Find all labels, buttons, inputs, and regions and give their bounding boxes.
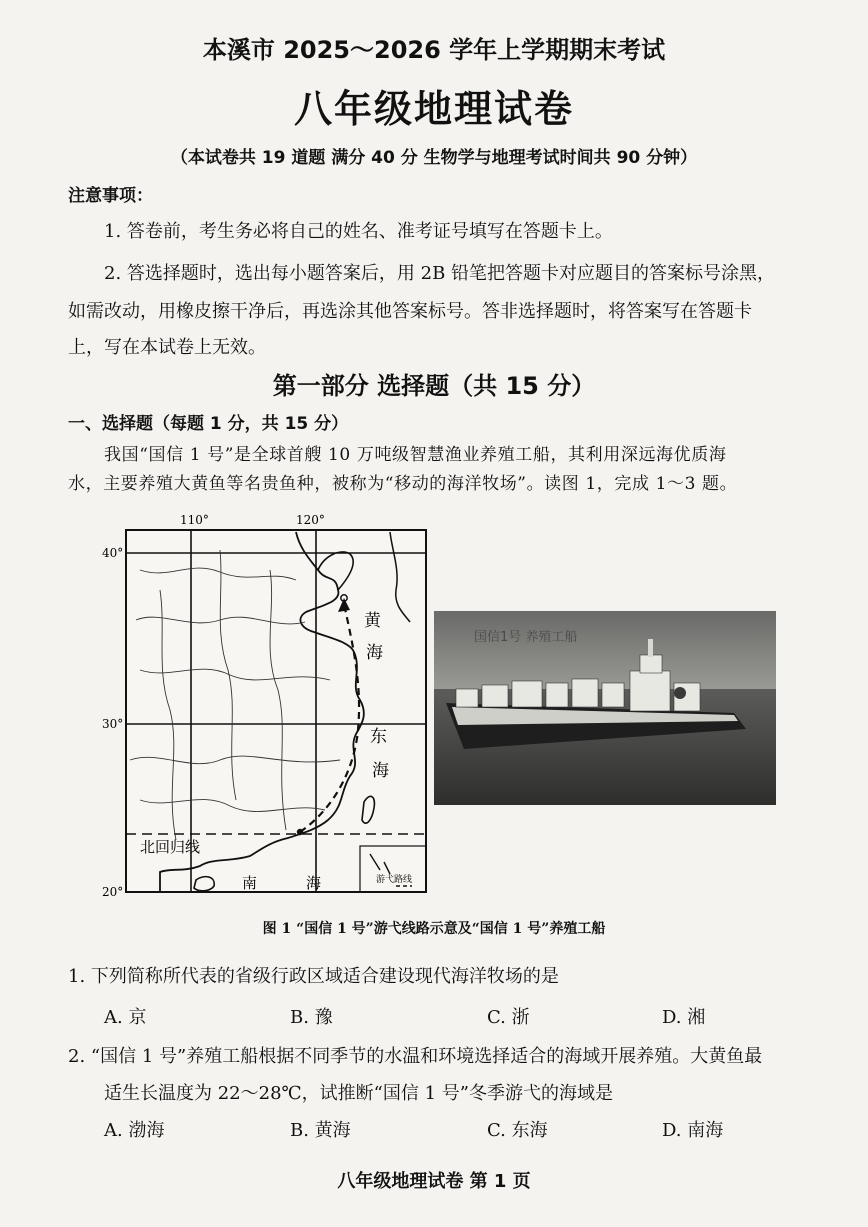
lat-20-label: 20° (102, 885, 124, 899)
ship-photo (434, 611, 776, 805)
question-1-option-c[interactable]: C. 浙 (487, 1007, 530, 1028)
notes-heading: 注意事项： (68, 186, 153, 206)
question-2-stem-line-1: 2. “国信 1 号”养殖工船根据不同季节的水温和环境选择适合的海域开展养殖。大黄鱼最 (68, 1046, 763, 1067)
photo-sky (434, 611, 776, 691)
ship-mast (648, 639, 653, 657)
east-sea-label-1: 东 (370, 727, 387, 747)
exam-title: 本溪市 2025～2026 学年上学期期末考试 (202, 36, 666, 64)
lat-30-label: 30° (102, 717, 124, 731)
question-1-option-d[interactable]: D. 湘 (662, 1007, 706, 1028)
ship-logo (674, 687, 686, 699)
question-1-stem: 1. 下列简称所代表的省级行政区域适合建设现代海洋牧场的是 (68, 966, 559, 987)
question-2-option-d[interactable]: D. 南海 (662, 1120, 724, 1141)
tropic-label: 北回归线 (140, 838, 201, 856)
paper-title: 八年级地理试卷 (293, 87, 574, 131)
exam-info: （本试卷共 19 道题 满分 40 分 生物学与地理考试时间共 90 分钟） (170, 148, 698, 168)
south-sea-label-2: 海 (306, 874, 322, 892)
question-2-option-c[interactable]: C. 东海 (487, 1120, 548, 1141)
photo-overlay-text: 国信1号 养殖工船 (474, 630, 578, 645)
question-1-option-b[interactable]: B. 豫 (290, 1007, 333, 1028)
note-item-2-line-1: 2. 答选择题时，选出每小题答案后，用 2B 铅笔把答题卡对应题目的答案标号涂黑， (104, 263, 776, 284)
section-subheading: 一、选择题（每题 1 分，共 15 分） (68, 414, 349, 434)
page-footer: 八年级地理试卷 第 1 页 (337, 1171, 531, 1192)
section-title: 第一部分 选择题（共 15 分） (272, 372, 596, 400)
lat-40-label: 40° (102, 546, 124, 560)
lon-120-label: 120° (296, 513, 325, 527)
question-2-option-a[interactable]: A. 渤海 (104, 1120, 165, 1141)
note-item-2-line-2: 如需改动，用橡皮擦干净后，再选涂其他答案标号。答非选择题时，将答案写在答题卡 (68, 301, 752, 322)
question-2-option-b[interactable]: B. 黄海 (290, 1120, 351, 1141)
south-sea-label-1: 南 (242, 874, 258, 892)
lon-110-label: 110° (180, 513, 209, 527)
figure-caption: 图 1 “国信 1 号”游弋线路示意及“国信 1 号”养殖工船 (262, 921, 606, 937)
yellow-sea-label-2: 海 (366, 643, 383, 663)
note-item-2-line-3: 上，写在本试卷上无效。 (68, 337, 266, 358)
east-sea-label-2: 海 (372, 761, 389, 781)
route-map (100, 510, 430, 900)
route-start-point (297, 829, 303, 835)
question-2-stem-line-2: 适生长温度为 22～28℃，试推断“国信 1 号”冬季游弋的海域是 (104, 1083, 613, 1104)
yellow-sea-label-1: 黄 (364, 611, 381, 631)
note-item-1: 1. 答卷前，考生务必将自己的姓名、准考证号填写在答题卡上。 (104, 221, 613, 242)
route-legend-label: 游弋路线 (376, 875, 413, 885)
intro-line-2: 水，主要养殖大黄鱼等名贵鱼种，被称为“移动的海洋牧场”。读图 1，完成 1～3 题。 (68, 474, 738, 494)
intro-line-1: 我国“国信 1 号”是全球首艘 10 万吨级智慧渔业养殖工船，其利用深远海优质海 (104, 445, 727, 465)
question-1-option-a[interactable]: A. 京 (104, 1007, 147, 1028)
ship-photo-drawing (434, 611, 776, 805)
